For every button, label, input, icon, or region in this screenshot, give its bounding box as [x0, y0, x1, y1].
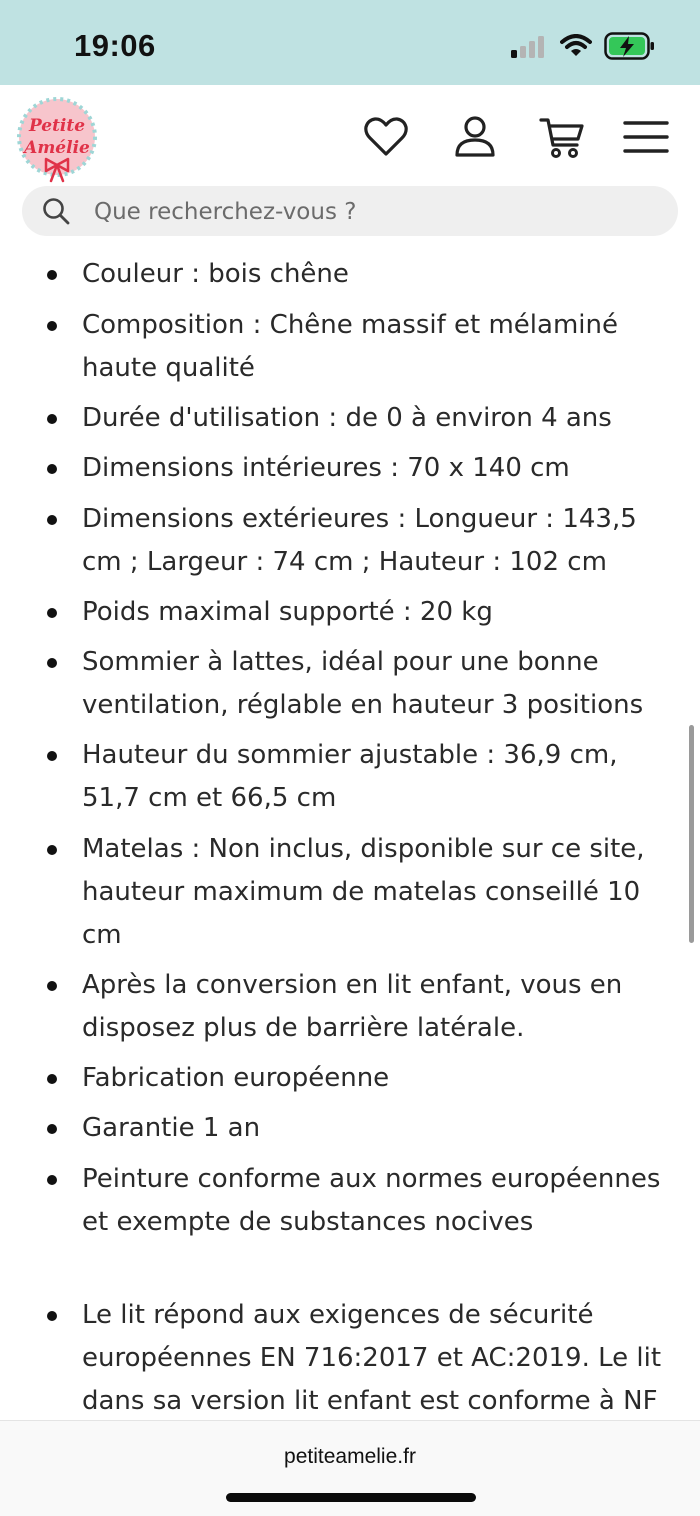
logo-line-2: Amélie — [24, 138, 90, 158]
logo-line-1: Petite — [28, 116, 86, 136]
list-item: Composition : Chêne massif et mélaminé haute qualité — [82, 304, 672, 390]
list-item: Le lit répond aux exigences de sécurité européennes EN 716:2017 et AC:2019. Le lit dans sa version lit enfant est conforme à NF — [82, 1294, 672, 1420]
cellular-signal-icon — [511, 36, 547, 58]
search-icon — [42, 197, 70, 225]
list-item: Garantie 1 an — [82, 1107, 672, 1150]
battery-charging-icon — [604, 32, 656, 60]
list-item: Sommier à lattes, idéal pour une bonne ventilation, réglable en hauteur 3 positions — [82, 641, 672, 727]
list-item: Après la conversion en lit enfant, vous en disposez plus de barrière latérale. — [82, 964, 672, 1050]
user-icon[interactable] — [451, 113, 499, 161]
list-item: Poids maximal supporté : 20 kg — [82, 591, 672, 634]
list-item: Couleur : bois chêne — [82, 253, 672, 296]
cart-icon[interactable] — [538, 113, 586, 161]
list-item: Durée d'utilisation : de 0 à environ 4 ans — [82, 397, 672, 440]
browser-url-bar[interactable] — [0, 1420, 700, 1516]
search-bar[interactable] — [22, 186, 678, 236]
list-item: Hauteur du sommier ajustable : 36,9 cm, 51,7 cm et 66,5 cm — [82, 734, 672, 820]
menu-icon[interactable] — [622, 113, 670, 161]
list-item: Dimensions intérieures : 70 x 140 cm — [82, 447, 672, 490]
list-item: Dimensions extérieures : Longueur : 143,5 cm ; Largeur : 74 cm ; Hauteur : 102 cm — [82, 498, 672, 584]
product-details — [0, 245, 700, 1420]
status-bar — [0, 0, 700, 85]
list-item: Peinture conforme aux normes européennes et exempte de substances nocives — [82, 1158, 672, 1244]
scrollbar[interactable] — [689, 725, 694, 943]
site-header — [0, 85, 700, 185]
wifi-icon — [560, 34, 592, 58]
petite-amelie-logo[interactable] — [16, 97, 98, 183]
heart-icon[interactable] — [362, 113, 410, 161]
list-item: Matelas : Non inclus, disponible sur ce site, hauteur maximum de matelas conseillé 10 cm — [82, 828, 672, 957]
search-input[interactable] — [92, 186, 656, 238]
url-text[interactable]: petiteamelie.fr — [284, 1445, 416, 1468]
status-time: 19:06 — [74, 28, 156, 63]
home-indicator[interactable] — [226, 1493, 476, 1502]
list-item: Fabrication européenne — [82, 1057, 672, 1100]
